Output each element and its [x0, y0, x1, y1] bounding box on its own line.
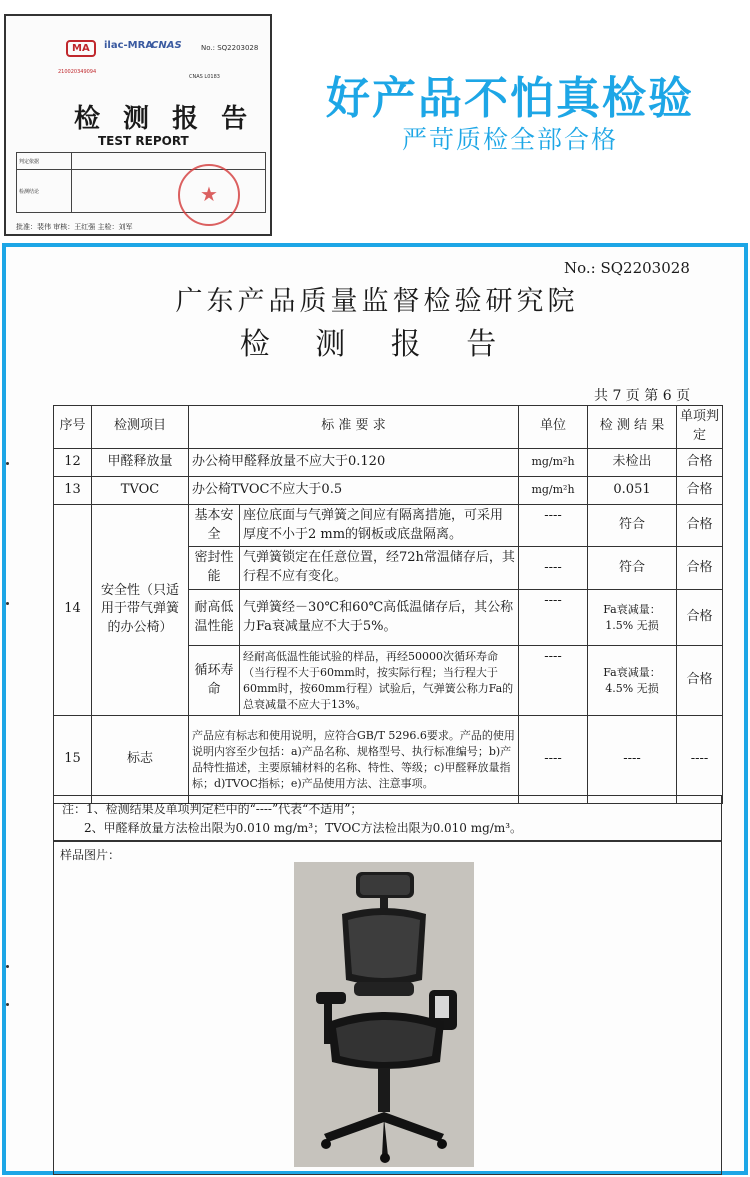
- header-item: 检测项目: [92, 406, 189, 449]
- mini-row-label: 检测结论: [17, 170, 72, 213]
- row-no: 13: [54, 476, 92, 504]
- row-item: 标志: [92, 716, 189, 804]
- test-results-table: [53, 405, 723, 804]
- photo-caption: 样品图片：: [60, 848, 121, 862]
- row-unit: ----: [519, 547, 588, 590]
- header-verdict: 单项判定: [677, 406, 723, 449]
- row-unit: ----: [519, 590, 588, 646]
- margin-mark: [6, 1003, 9, 1006]
- subslogan: 严苛质检全部合格: [402, 125, 619, 154]
- margin-mark: [6, 965, 9, 968]
- row-no: 12: [54, 448, 92, 476]
- row-no: 14: [54, 504, 92, 715]
- row-standard: 经耐高低温性能试验的样品，再经50000次循环寿命（当行程不大于60mm时，按实际行程；当行程大于60mm时，按60mm行程）试验后，气弹簧公称力Fa的总衰减量不应大于13%。: [240, 646, 519, 716]
- ma-number: 210020349094: [58, 69, 97, 75]
- row-standard: 座位底面与气弹簧之间应有隔离措施，可采用厚度不小于2 mm的钢板或底盘隔离。: [240, 504, 519, 547]
- sub-item-name: 密封性能: [189, 547, 240, 590]
- note-2: 2、甲醛释放量方法检出限为0.010 mg/m³；TVOC方法检出限为0.010 mg/m³。: [84, 821, 523, 836]
- row-result: 符合: [588, 504, 677, 547]
- row-standard: 产品应有标志和使用说明，应符合GB/T 5296.6要求。产品的使用说明内容至少包括：a)产品名称、规格型号、执行标准编号；b)产品特性描述，主要原辅材料的名称、特性、等级；c)甲醛释放量指标；d)TVOC指标；e)产品使用方法、注意事项。: [189, 716, 519, 804]
- row-result: 符合: [588, 547, 677, 590]
- row-verdict: 合格: [677, 476, 723, 504]
- institute-name: 广东产品质量监督检验研究院: [175, 286, 579, 317]
- mini-row-label: 判定依据: [17, 153, 72, 170]
- slogan: 好产品不怕真检验: [326, 73, 694, 124]
- row-no: 15: [54, 716, 92, 804]
- row-item: 甲醛释放量: [92, 448, 189, 476]
- ma-logo: MA: [66, 40, 96, 57]
- row-result: 未检出: [588, 448, 677, 476]
- row-standard: 气弹簧锁定在任意位置，经72h常温储存后，其行程不应有变化。: [240, 547, 519, 590]
- row-verdict: 合格: [677, 646, 723, 716]
- report-title: 检 测 报 告: [239, 327, 515, 362]
- row-standard: 气弹簧经－30℃和60℃高低温储存后，其公称力Fa衰减量应不大于5%。: [240, 590, 519, 646]
- mini-report-thumbnail: [4, 14, 272, 236]
- row-item: 安全性（只适用于带气弹簧的办公椅）: [92, 504, 189, 715]
- row-unit: ----: [519, 504, 588, 547]
- table-row: [54, 504, 723, 547]
- office-chair-image: [294, 862, 474, 1167]
- row-unit: ----: [519, 716, 588, 804]
- margin-mark: [6, 602, 9, 605]
- row-verdict: 合格: [677, 504, 723, 547]
- row-result: Fa衰减量：1.5% 无损: [588, 590, 677, 646]
- row-verdict: 合格: [677, 448, 723, 476]
- row-verdict: 合格: [677, 547, 723, 590]
- cnas-logo: CNAS: [151, 40, 182, 51]
- row-result: 0.051: [588, 476, 677, 504]
- table-row: [54, 448, 723, 476]
- ilac-logo: ilac-MRA: [104, 40, 154, 51]
- row-verdict: ----: [677, 716, 723, 804]
- margin-mark: [6, 462, 9, 465]
- row-unit: mg/m²h: [519, 476, 588, 504]
- row-verdict: 合格: [677, 590, 723, 646]
- header-standard: 标 准 要 求: [189, 406, 519, 449]
- top-banner: [0, 0, 750, 243]
- table-header-row: [54, 406, 723, 449]
- row-result: ----: [588, 716, 677, 804]
- table-row: [54, 476, 723, 504]
- header-result: 检 测 结 果: [588, 406, 677, 449]
- row-item: TVOC: [92, 476, 189, 504]
- row-standard: 办公椅TVOC不应大于0.5: [189, 476, 519, 504]
- sub-item-name: 循环寿命: [189, 646, 240, 716]
- mini-report-title-en: TEST REPORT: [98, 134, 189, 148]
- page-info: 共 7 页 第 6 页: [594, 388, 691, 404]
- mini-sign-line: 批准：裴伟 审核：王红强 主检：刘军: [16, 223, 133, 231]
- table-row: [54, 716, 723, 804]
- sample-photo-section: [53, 841, 722, 1175]
- sub-item-name: 基本安全: [189, 504, 240, 547]
- row-unit: ----: [519, 646, 588, 716]
- row-result: Fa衰减量：4.5% 无损: [588, 646, 677, 716]
- mini-report-number: No.: SQ2203028: [201, 44, 259, 52]
- red-seal-stamp: ★: [178, 164, 240, 226]
- office-chair-photo: [294, 862, 474, 1167]
- report-number: No.: SQ2203028: [564, 259, 690, 277]
- note-1: 注：1、检测结果及单项判定栏中的“----”代表“不适用”；: [62, 802, 363, 816]
- mini-report-title: 检 测 报 告: [74, 104, 255, 134]
- sub-item-name: 耐高低温性能: [189, 590, 240, 646]
- cnas-number: CNAS L0183: [189, 74, 220, 80]
- row-standard: 办公椅甲醛释放量不应大于0.120: [189, 448, 519, 476]
- table-notes: [53, 795, 722, 841]
- row-unit: mg/m²h: [519, 448, 588, 476]
- report-frame: [2, 243, 748, 1175]
- header-unit: 单位: [519, 406, 588, 449]
- header-no: 序号: [54, 406, 92, 449]
